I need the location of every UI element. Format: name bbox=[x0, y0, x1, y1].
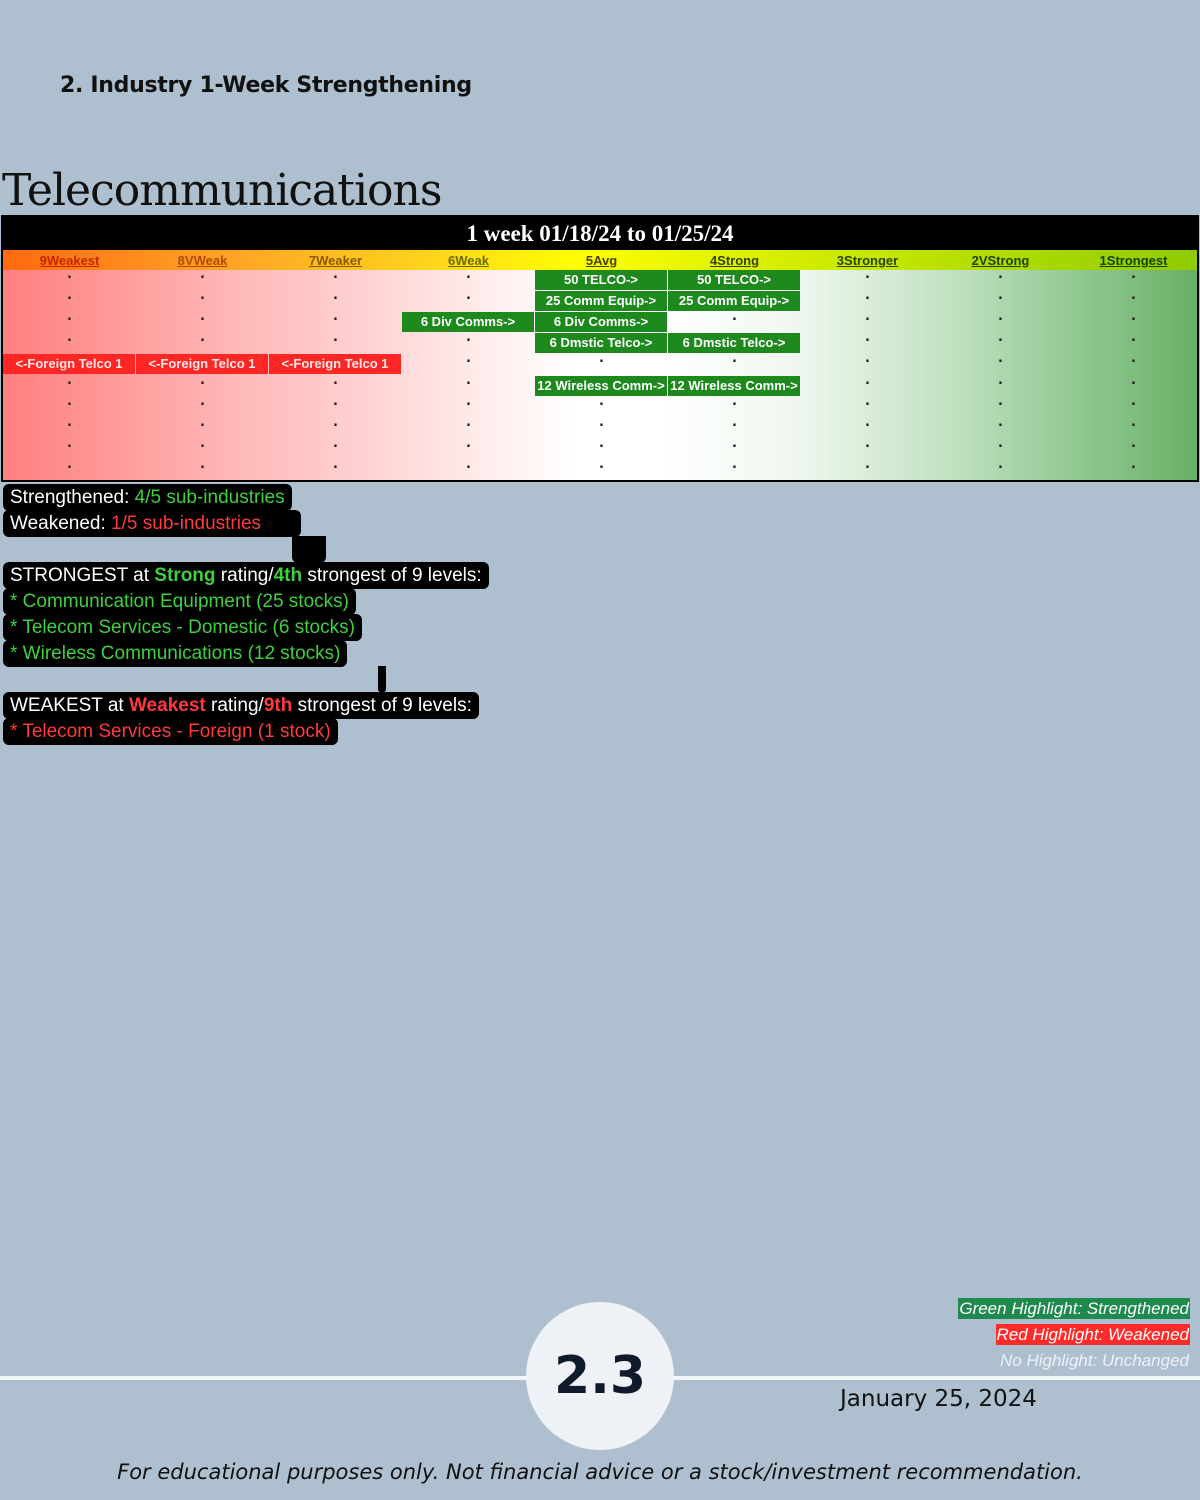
rating-label: 6Weak bbox=[448, 253, 489, 268]
grid-placeholder: . bbox=[732, 414, 737, 430]
grid-placeholder: . bbox=[466, 414, 471, 430]
grid-cell: 25 Comm Equip-> bbox=[535, 291, 667, 311]
grid-cell: 6 Div Comms-> bbox=[535, 312, 667, 332]
grid-placeholder: . bbox=[200, 393, 205, 409]
grid-placeholder: . bbox=[998, 309, 1003, 325]
grid-placeholder: . bbox=[67, 456, 72, 472]
weakened-line bbox=[3, 510, 301, 537]
grid-placeholder: . bbox=[333, 330, 338, 346]
page-number-badge: 2.3 bbox=[526, 1302, 674, 1450]
grid-placeholder: . bbox=[200, 288, 205, 304]
grid-placeholder: . bbox=[865, 414, 870, 430]
grid-placeholder: . bbox=[599, 393, 604, 409]
strongest-prefix: STRONGEST at bbox=[10, 565, 155, 586]
strongest-suffix: strongest of 9 levels: bbox=[302, 565, 482, 586]
strongest-level: 4th bbox=[273, 565, 303, 586]
weakest-rating: Weakest bbox=[128, 695, 206, 716]
grid-placeholder: . bbox=[200, 414, 205, 430]
strongest-item: * Telecom Services - Domestic (6 stocks) bbox=[3, 614, 362, 641]
grid-placeholder: . bbox=[865, 330, 870, 346]
grid-cell: <-Foreign Telco 1 bbox=[136, 354, 268, 374]
grid-placeholder: . bbox=[599, 414, 604, 430]
grid-cell: <-Foreign Telco 1 bbox=[269, 354, 401, 374]
legend-weakened: Red Highlight: Weakened bbox=[996, 1325, 1189, 1344]
rating-grid bbox=[1, 215, 1199, 482]
weakest-mid: rating/ bbox=[205, 695, 264, 716]
grid-placeholder: . bbox=[1131, 267, 1136, 282]
grid-placeholder: . bbox=[67, 288, 72, 304]
grid-placeholder: . bbox=[865, 456, 870, 472]
strongest-item: * Communication Equipment (25 stocks) bbox=[3, 588, 356, 615]
rating-label: 5Avg bbox=[585, 253, 618, 268]
rating-label: 9Weakest bbox=[39, 253, 100, 268]
grid-placeholder: . bbox=[466, 372, 471, 388]
rating-label: 8VWeak bbox=[177, 253, 228, 268]
grid-header: 1 week 01/18/24 to 01/25/24 bbox=[3, 217, 1197, 250]
grid-placeholder: . bbox=[1131, 351, 1136, 367]
grid-placeholder: . bbox=[466, 330, 471, 346]
grid-placeholder: . bbox=[732, 435, 737, 451]
grid-placeholder: . bbox=[599, 456, 604, 472]
grid-placeholder: . bbox=[1131, 330, 1136, 346]
disclaimer: For educational purposes only. Not financial advice or a stock/investment recommendation. bbox=[117, 1460, 1083, 1484]
grid-placeholder: . bbox=[67, 330, 72, 346]
grid-placeholder: . bbox=[998, 414, 1003, 430]
report-date: January 25, 2024 bbox=[840, 1386, 1037, 1412]
legend-unchanged: No Highlight: Unchanged bbox=[999, 1351, 1189, 1370]
grid-placeholder: . bbox=[200, 456, 205, 472]
rating-label: 1Strongest bbox=[1099, 253, 1168, 268]
grid-placeholder: . bbox=[998, 330, 1003, 346]
grid-placeholder: . bbox=[466, 288, 471, 304]
grid-placeholder: . bbox=[998, 393, 1003, 409]
grid-placeholder: . bbox=[466, 393, 471, 409]
grid-placeholder: . bbox=[865, 288, 870, 304]
strongest-mid: rating/ bbox=[215, 565, 274, 586]
grid-cell: 6 Dmstic Telco-> bbox=[535, 333, 667, 353]
grid-placeholder: . bbox=[998, 267, 1003, 282]
grid-placeholder: . bbox=[200, 309, 205, 325]
grid-cell: 6 Div Comms-> bbox=[402, 312, 534, 332]
grid-placeholder: . bbox=[998, 351, 1003, 367]
weakest-suffix: strongest of 9 levels: bbox=[292, 695, 472, 716]
industry-title: Telecommunications bbox=[2, 165, 442, 216]
grid-placeholder: . bbox=[998, 435, 1003, 451]
grid-placeholder: . bbox=[333, 309, 338, 325]
grid-placeholder: . bbox=[333, 267, 338, 282]
rating-label: 7Weaker bbox=[308, 253, 363, 268]
grid-placeholder: . bbox=[67, 393, 72, 409]
grid-placeholder: . bbox=[865, 393, 870, 409]
grid-placeholder: . bbox=[200, 372, 205, 388]
grid-placeholder: . bbox=[333, 372, 338, 388]
grid-placeholder: . bbox=[333, 288, 338, 304]
grid-placeholder: . bbox=[1131, 456, 1136, 472]
rating-label: 2VStrong bbox=[971, 253, 1030, 268]
grid-placeholder: . bbox=[67, 309, 72, 325]
grid-placeholder: . bbox=[333, 393, 338, 409]
grid-placeholder: . bbox=[998, 456, 1003, 472]
grid-placeholder: . bbox=[1131, 372, 1136, 388]
grid-placeholder: . bbox=[67, 414, 72, 430]
grid-cell: 6 Dmstic Telco-> bbox=[668, 333, 800, 353]
grid-placeholder: . bbox=[200, 267, 205, 282]
grid-placeholder: . bbox=[67, 267, 72, 282]
strengthened-value: 4/5 sub-industries bbox=[134, 487, 285, 508]
grid-placeholder: . bbox=[599, 435, 604, 451]
grid-placeholder: . bbox=[333, 456, 338, 472]
grid-cell: 50 TELCO-> bbox=[668, 270, 800, 290]
grid-placeholder: . bbox=[466, 435, 471, 451]
grid-placeholder: . bbox=[333, 435, 338, 451]
grid-cell: 12 Wireless Comm-> bbox=[535, 376, 667, 396]
grid-placeholder: . bbox=[466, 456, 471, 472]
strongest-heading bbox=[3, 562, 489, 589]
grid-cell: 12 Wireless Comm-> bbox=[668, 376, 800, 396]
summary-spacer bbox=[292, 536, 326, 563]
grid-placeholder: . bbox=[732, 393, 737, 409]
weakest-item: * Telecom Services - Foreign (1 stock) bbox=[3, 718, 338, 745]
grid-placeholder: . bbox=[1131, 288, 1136, 304]
grid-placeholder: . bbox=[466, 351, 471, 367]
grid-placeholder: . bbox=[732, 309, 737, 325]
grid-placeholder: . bbox=[732, 351, 737, 367]
rating-label: 4Strong bbox=[709, 253, 760, 268]
grid-placeholder: . bbox=[998, 288, 1003, 304]
grid-placeholder: . bbox=[1131, 309, 1136, 325]
grid-cell: 25 Comm Equip-> bbox=[668, 291, 800, 311]
strongest-rating: Strong bbox=[154, 565, 216, 586]
grid-placeholder: . bbox=[1131, 393, 1136, 409]
grid-placeholder: . bbox=[732, 456, 737, 472]
grid-placeholder: . bbox=[200, 435, 205, 451]
grid-placeholder: . bbox=[865, 435, 870, 451]
grid-cell: 50 TELCO-> bbox=[535, 270, 667, 290]
grid-placeholder: . bbox=[200, 330, 205, 346]
grid-body bbox=[3, 267, 1197, 482]
grid-placeholder: . bbox=[67, 435, 72, 451]
grid-placeholder: . bbox=[865, 309, 870, 325]
weakest-prefix: WEAKEST at bbox=[10, 695, 129, 716]
grid-placeholder: . bbox=[865, 372, 870, 388]
weakest-heading bbox=[3, 692, 479, 719]
legend-strengthened: Green Highlight: Strengthened bbox=[959, 1299, 1189, 1318]
strongest-item: * Wireless Communications (12 stocks) bbox=[3, 640, 347, 667]
grid-placeholder: . bbox=[865, 351, 870, 367]
grid-placeholder: . bbox=[998, 372, 1003, 388]
weakened-label: Weakened: bbox=[10, 513, 112, 534]
grid-placeholder: . bbox=[1131, 414, 1136, 430]
weakest-level: 9th bbox=[263, 695, 293, 716]
grid-placeholder: . bbox=[865, 267, 870, 282]
summary-spacer bbox=[378, 666, 386, 693]
strengthened-label: Strengthened: bbox=[10, 487, 135, 508]
grid-placeholder: . bbox=[67, 372, 72, 388]
grid-placeholder: . bbox=[1131, 435, 1136, 451]
section-title: 2. Industry 1-Week Strengthening bbox=[60, 73, 472, 98]
grid-cell: <-Foreign Telco 1 bbox=[3, 354, 135, 374]
weakened-value: 1/5 sub-industries bbox=[111, 513, 262, 534]
grid-placeholder: . bbox=[333, 414, 338, 430]
strengthened-line bbox=[3, 484, 292, 511]
grid-placeholder: . bbox=[466, 267, 471, 282]
rating-label: 3Stronger bbox=[836, 253, 899, 268]
grid-placeholder: . bbox=[599, 351, 604, 367]
